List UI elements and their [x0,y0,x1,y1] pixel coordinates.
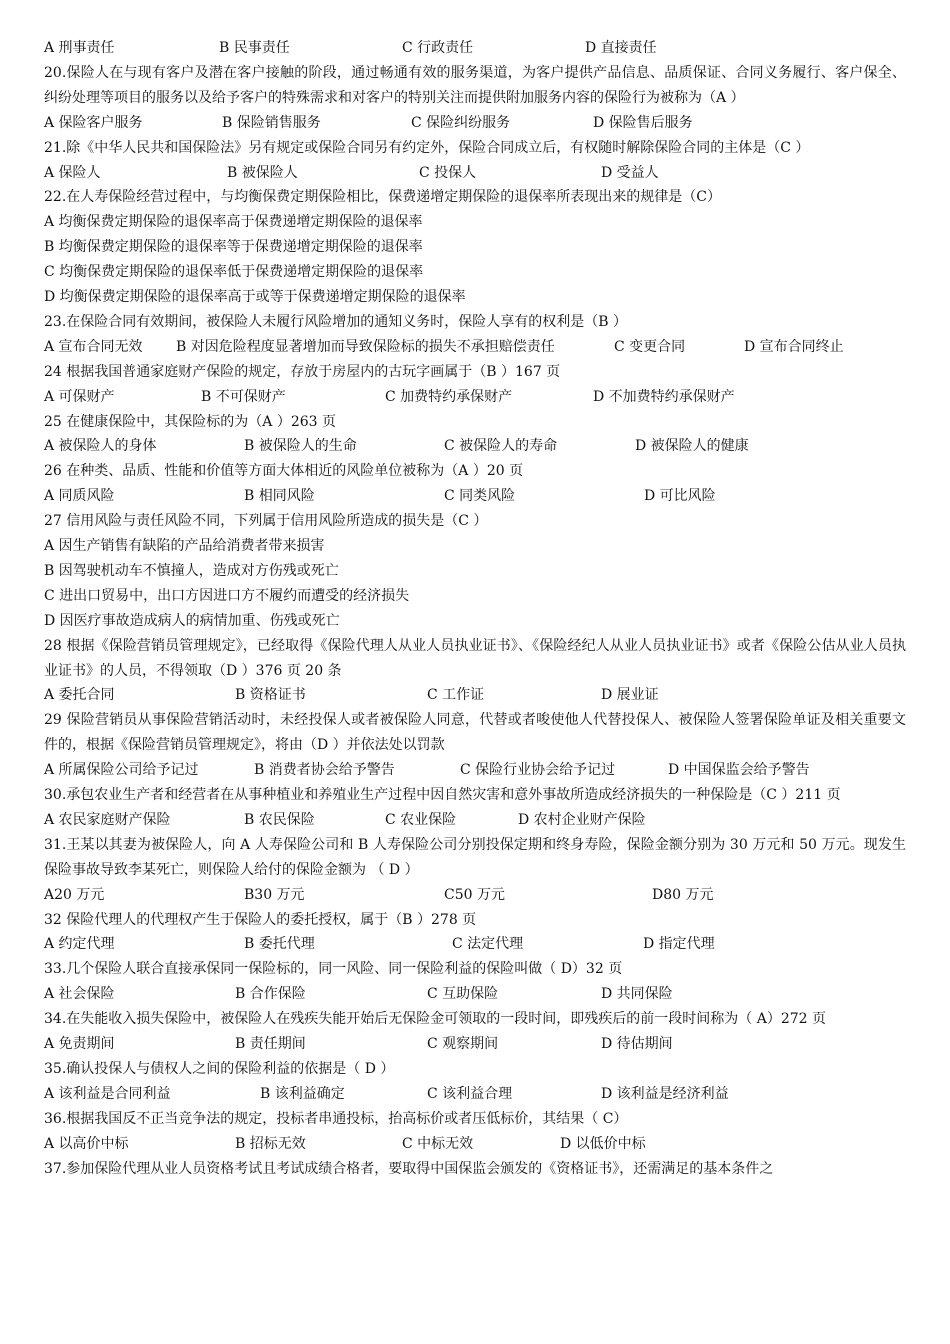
q31-option-d: D80 万元 [652,886,714,903]
q29-option-a: A 所属保险公司给予记过 [44,762,199,779]
q30-option-d: D 农村企业财产保险 [518,811,646,828]
q32-stem: 32 保险代理人的代理权产生于保险人的委托授权，属于（B ）278 页 [44,911,477,928]
q35-option-d: D 该利益是经济利益 [601,1085,729,1102]
q19-option-c: C 行政责任 [402,40,474,56]
q26-option-d: D 可比风险 [644,488,716,505]
q28-option-a: A 委托合同 [44,687,115,704]
q35-option-c: C 该利益合理 [427,1085,513,1102]
q30-option-a: A 农民家庭财产保险 [44,811,171,828]
q33-options [44,982,906,1007]
q24-option-a: A 可保财产 [44,388,115,405]
q26-option-c: C 同类风险 [444,488,516,505]
q25-option-c: C 被保险人的寿命 [444,438,558,455]
q34-option-d: D 待估期间 [601,1036,673,1053]
q31-option-a: A20 万元 [44,886,105,903]
q19-option-d: D 直接责任 [585,40,657,56]
q31-stem: 31.王某以其妻为被保险人，向 A 人寿保险公司和 B 人寿保险公司分别投保定期和终身寿险，保险金额分别为 30 万元和 50 万元。现发生保险事故导致李某死亡，则保险人给付的保险金额为 （ D ） [44,836,906,878]
q23-stem: 23.在保险合同有效期间，被保险人未履行风险增加的通知义务时，保险人享有的权利是（B ） [44,313,628,330]
q36-option-b: B 招标无效 [235,1135,306,1152]
q28-option-d: D 展业证 [601,687,659,704]
q29-option-c: C 保险行业协会给予记过 [460,762,616,779]
q31-options [44,883,906,908]
q19-option-a: A 刑事责任 [44,40,115,56]
q33-option-d: D 共同保险 [601,986,673,1003]
q32-option-b: B 委托代理 [244,936,315,953]
q22-option-c: C 均衡保费定期保险的退保率低于保费递增定期保险的退保率 [44,264,424,281]
q33-option-b: B 合作保险 [235,986,306,1003]
q24-option-b: B 不可保财产 [201,388,286,405]
q28-option-b: B 资格证书 [235,687,306,704]
q21-option-a: A 保险人 [44,164,101,181]
q21-option-c: C 投保人 [419,164,477,181]
q23-option-a: A 宣布合同无效 [44,338,143,355]
q27-option-a: A 因生产销售有缺陷的产品给消费者带来损害 [44,538,325,555]
q20-option-b: B 保险销售服务 [222,114,321,131]
q23-option-b: B 对因危险程度显著增加而导致保险标的损失不承担赔偿责任 [176,338,555,355]
q28-option-c: C 工作证 [427,687,485,704]
q22-option-b: B 均衡保费定期保险的退保率等于保费递增定期保险的退保率 [44,239,423,256]
q30-option-b: B 农民保险 [244,811,315,828]
q34-option-b: B 责任期间 [235,1036,306,1053]
q28-stem: 28 根据《保险营销员管理规定》，已经取得《保险代理人从业人员执业证书》、《保险经纪人从业人员执业证书》或者《保险公估从业人员执业证书》的人员，不得领取（D ）376 页 20 条 [44,637,906,679]
q35-options [44,1082,906,1107]
q22-option-d: D 均衡保费定期保险的退保率高于或等于保费递增定期保险的退保率 [44,289,466,306]
q34-option-c: C 观察期间 [427,1036,499,1053]
q36-options [44,1132,906,1157]
q36-stem: 36.根据我国反不正当竞争法的规定，投标者串通投标，抬高标价或者压低标价，其结果（ C） [44,1110,628,1127]
q29-option-d: D 中国保监会给予警告 [668,762,810,779]
q21-option-d: D 受益人 [601,164,659,181]
q34-options [44,1032,906,1057]
q22-option-a: A 均衡保费定期保险的退保率高于保费递增定期保险的退保率 [44,214,423,231]
q33-stem: 33.几个保险人联合直接承保同一保险标的，同一风险、同一保险利益的保险叫做（ D）32 页 [44,961,623,978]
q25-option-d: D 被保险人的健康 [635,438,749,455]
q25-stem: 25 在健康保险中，其保险标的为（A ）263 页 [44,413,336,430]
q21-stem: 21.除《中华人民共和国保险法》另有规定或保险合同另有约定外，保险合同成立后，有权随时解除保险合同的主体是（C ） [44,139,810,156]
q19-options [44,36,906,61]
q20-stem: 20.保险人在与现有客户及潜在客户接触的阶段，通过畅通有效的服务渠道，为客户提供产品信息、品质保证、合同义务履行、客户保全、纠纷处理等项目的服务以及给予客户的特殊需求和对客户的特别关注而提供附加服务内容的保险行为被称为（A ） [44,64,906,106]
q29-option-b: B 消费者协会给予警告 [254,762,395,779]
q32-option-d: D 指定代理 [643,936,715,953]
q24-option-d: D 不加费特约承保财产 [593,388,735,405]
q24-stem: 24 根据我国普通家庭财产保险的规定，存放于房屋内的古玩字画属于（B ）167 页 [44,363,561,380]
q30-stem: 30.承包农业生产者和经营者在从事种植业和养殖业生产过程中因自然灾害和意外事故所造成经济损失的一种保险是（C ）211 页 [44,787,841,804]
q24-option-c: C 加费特约承保财产 [385,388,513,405]
q20-option-a: A 保险客户服务 [44,114,143,131]
q36-option-c: C 中标无效 [402,1135,474,1152]
q25-options [44,434,906,459]
q20-option-d: D 保险售后服务 [593,114,693,131]
q35-option-a: A 该利益是合同利益 [44,1085,171,1102]
q35-option-b: B 该利益确定 [260,1085,345,1102]
q26-stem: 26 在种类、品质、性能和价值等方面大体相近的风险单位被称为（A ）20 页 [44,463,524,480]
q30-option-c: C 农业保险 [385,811,457,828]
q31-option-b: B30 万元 [244,886,305,903]
q23-options [44,335,906,360]
q36-option-d: D 以低价中标 [560,1135,646,1152]
q25-option-a: A 被保险人的身体 [44,438,157,455]
q34-stem: 34.在失能收入损失保险中，被保险人在残疾失能开始后无保险金可领取的一段时间，即残疾后的前一段时间称为（ A）272 页 [44,1011,826,1028]
q27-option-c: C 进出口贸易中，出口方因进口方不履约而遭受的经济损失 [44,587,410,604]
q37-stem: 37.参加保险代理从业人员资格考试且考试成绩合格者，要取得中国保监会颁发的《资格证书》，还需满足的基本条件之 [44,1160,774,1177]
q19-option-b: B 民事责任 [219,40,290,56]
q26-options [44,484,906,509]
q35-stem: 35.确认投保人与债权人之间的保险利益的依据是（ D ） [44,1060,395,1077]
q32-option-c: C 法定代理 [452,936,524,953]
q27-option-d: D 因医疗事故造成病人的病情加重、伤残或死亡 [44,612,340,629]
q22-stem: 22.在人寿保险经营过程中，与均衡保费定期保险相比，保费递增定期保险的退保率所表现出来的规律是（C） [44,189,721,206]
q30-options [44,808,906,833]
q27-stem: 27 信用风险与责任风险不同，下列属于信用风险所造成的损失是（C ） [44,513,488,530]
q34-option-a: A 免责期间 [44,1036,115,1053]
q29-options [44,758,906,783]
q26-option-a: A 同质风险 [44,488,115,505]
q33-option-a: A 社会保险 [44,986,115,1003]
q25-option-b: B 被保险人的生命 [244,438,357,455]
q36-option-a: A 以高价中标 [44,1135,129,1152]
q27-option-b: B 因驾驶机动车不慎撞人，造成对方伤残或死亡 [44,562,339,579]
q33-option-c: C 互助保险 [427,986,499,1003]
q20-option-c: C 保险纠纷服务 [411,114,511,131]
q21-options [44,161,906,186]
q32-options [44,932,906,957]
q20-options [44,111,906,136]
q29-stem: 29 保险营销员从事保险营销活动时，未经投保人或者被保险人同意，代替或者唆使他人代替投保人、被保险人签署保险单证及相关重要文件的，根据《保险营销员管理规定》，将由（D ）并依法处以罚款 [44,712,906,754]
q23-option-d: D 宣布合同终止 [744,338,844,355]
q21-option-b: B 被保险人 [227,164,298,181]
q31-option-c: C50 万元 [444,886,505,903]
q28-options [44,683,906,708]
q24-options [44,385,906,410]
q26-option-b: B 相同风险 [244,488,315,505]
q32-option-a: A 约定代理 [44,936,115,953]
q23-option-c: C 变更合同 [614,338,686,355]
